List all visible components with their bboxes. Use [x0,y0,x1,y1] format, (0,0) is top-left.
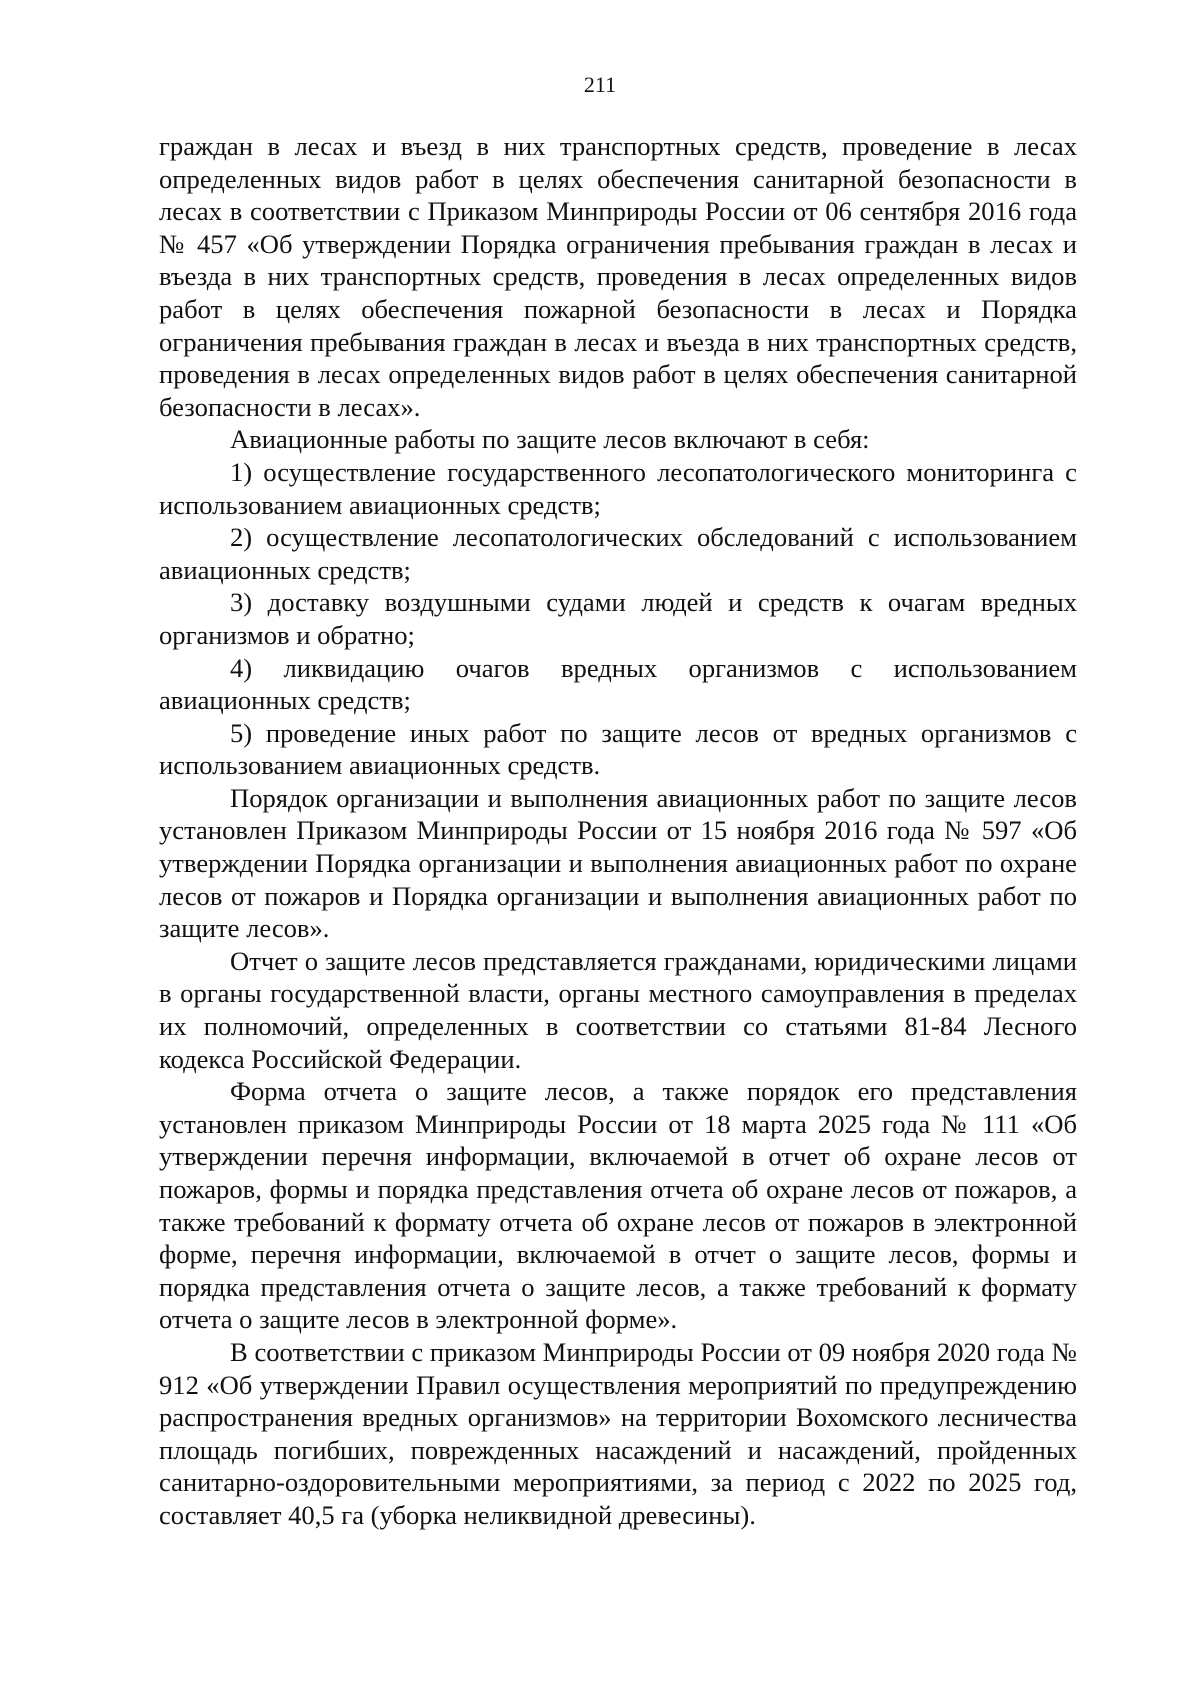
paragraph-continuation: граждан в лесах и въезд в них транспортных средств, проведение в лесах определенных видов работ в целях обеспечения санитарной безопасности в лесах в соответствии с Приказом Минприроды России от 06 сентября 2016 года № 457 «Об утверждении Порядка ограничения пребывания граждан в лесах и въезда в них транспортных средств, проведения в лесах определенных видов работ в целях обеспечения пожарной безопасности в лесах и Порядка ограничения пребывания граждан в лесах и въезда в них транспортных средств, проведения в лесах определенных видов работ в целях обеспечения санитарной безопасности в лесах». [159,131,1077,422]
body-text [159,130,1077,1532]
page-number: 211 [583,72,617,97]
paragraph-aviation-intro: Авиационные работы по защите лесов включают в себя: [230,424,870,455]
paragraph-vokhma-area: В соответствии с приказом Минприроды России от 09 ноября 2020 года № 912 «Об утверждении Правил осуществления мероприятий по предупреждению распространения вредных организмов» на территории Вохомского лесничества площадь погибших, поврежденных насаждений и насаждений, пройденных санитарно-оздоровительными мероприятиями, за период с 2022 по 2025 год, составляет 40,5 га (уборка неликвидной древесины). [159,1336,1077,1530]
paragraph-report: Отчет о защите лесов представляется гражданами, юридическими лицами в органы государственной власти, органы местного самоуправления в пределах их полномочий, определенных в соответствии со статьями 81-84 Лесного кодекса Российской Федерации. [159,945,1077,1074]
list-item-2: 2) осуществление лесопатологических обследований с использованием авиационных средств; [159,522,1077,585]
list-item-1: 1) осуществление государственного лесопатологического мониторинга с использованием авиационных средств; [159,456,1077,520]
paragraph-aviation-order: Порядок организации и выполнения авиационных работ по защите лесов установлен Приказом Минприроды России от 15 ноября 2016 года № 597 «Об утверждении Порядка организации и выполнения авиационных работ по охране лесов от пожаров и Порядка организации и выполнения авиационных работ по защите лесов». [159,782,1077,944]
paragraph-report-form: Форма отчета о защите лесов, а также порядок его представления установлен приказом Минприроды России от 18 марта 2025 года № 111 «Об утверждении перечня информации, включаемой в отчет об охране лесов от пожаров, формы и порядка представления отчета об охране лесов от пожаров, а также требований к формату отчета об охране лесов от пожаров в электронной форме, перечня информации, включаемой в отчет о защите лесов, формы и порядка представления отчета о защите лесов, а также требований к формату отчета о защите лесов в электронной форме». [159,1076,1077,1335]
list-item-4: 4) ликвидацию очагов вредных организмов с использованием авиационных средств; [159,652,1077,716]
list-item-3: 3) доставку воздушными судами людей и средств к очагам вредных организмов и обратно; [159,587,1077,650]
list-item-5: 5) проведение иных работ по защите лесов от вредных организмов с использованием авиационных средств. [159,717,1077,781]
